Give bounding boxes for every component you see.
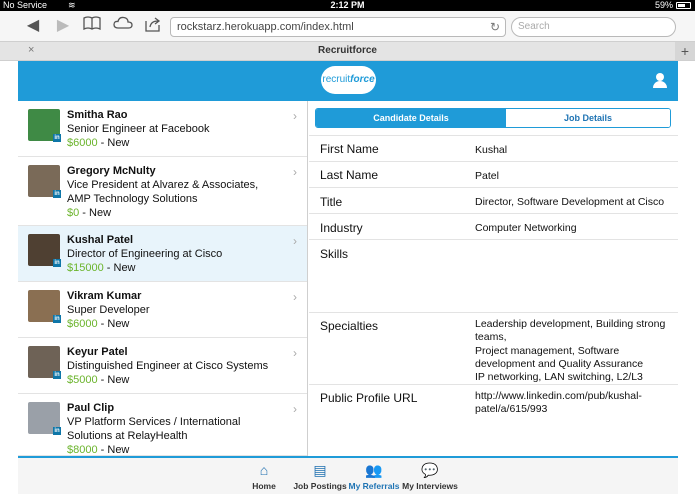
details-pane bbox=[309, 101, 678, 456]
logo-suffix: force bbox=[350, 74, 375, 85]
detail-value bbox=[475, 318, 670, 384]
linkedin-icon: in bbox=[54, 428, 60, 434]
referral-amount: $0 bbox=[67, 207, 80, 219]
chevron-right-icon: › bbox=[293, 290, 297, 304]
detail-row bbox=[309, 213, 678, 239]
tab-label: My Referrals bbox=[348, 481, 400, 491]
detail-value-line: IP networking, LAN switching, L2/L3 bbox=[475, 371, 643, 384]
status-bar bbox=[0, 0, 695, 11]
bookmarks-icon[interactable] bbox=[82, 16, 102, 36]
battery-percent: 59% bbox=[654, 0, 673, 10]
candidate-row[interactable] bbox=[18, 101, 308, 157]
battery-icon bbox=[676, 2, 691, 9]
user-icon[interactable] bbox=[653, 73, 667, 89]
candidate-status bbox=[67, 374, 129, 386]
candidate-title: Vice President at Alvarez & Associates, AMP Technology Solutions bbox=[67, 179, 259, 205]
icloud-tabs-icon[interactable] bbox=[112, 16, 134, 36]
recruitforce-logo bbox=[321, 66, 376, 94]
reload-icon[interactable]: ↻ bbox=[489, 20, 500, 34]
candidate-status bbox=[67, 207, 111, 219]
bottom-tab-bar bbox=[18, 456, 678, 494]
candidate-title: Distinguished Engineer at Cisco Systems bbox=[67, 360, 269, 372]
detail-value-line: http://www.linkedin.com/pub/kushal-patel/a/615/993 bbox=[475, 390, 642, 416]
address-text: rockstarz.herokuapp.com/index.html bbox=[177, 21, 354, 33]
app-header bbox=[18, 61, 678, 101]
candidate-name: Keyur Patel bbox=[67, 346, 128, 358]
candidate-title: Director of Engineering at Cisco bbox=[67, 248, 223, 260]
detail-label: Specialties bbox=[320, 319, 379, 333]
carrier-label: No Service bbox=[3, 0, 48, 10]
candidate-row[interactable] bbox=[18, 157, 308, 226]
status-label: - New bbox=[79, 207, 112, 219]
detail-value bbox=[475, 196, 670, 209]
detail-row bbox=[309, 161, 678, 187]
chevron-right-icon: › bbox=[293, 234, 297, 248]
search-field[interactable]: Search bbox=[511, 17, 676, 37]
detail-value bbox=[475, 222, 670, 235]
tab-label: My Interviews bbox=[402, 481, 458, 491]
detail-row bbox=[309, 384, 678, 456]
logo-prefix: recruit bbox=[322, 74, 351, 85]
status-label: - New bbox=[97, 444, 130, 456]
candidate-status bbox=[67, 318, 129, 330]
detail-label: Title bbox=[320, 195, 343, 209]
detail-value-line: Patel bbox=[475, 170, 499, 182]
linkedin-icon: in bbox=[54, 191, 60, 197]
candidate-title: Super Developer bbox=[67, 304, 150, 316]
linkedin-icon: in bbox=[54, 260, 60, 266]
detail-value-line: Kushal bbox=[475, 144, 508, 156]
share-icon[interactable] bbox=[143, 16, 163, 36]
linkedin-icon: in bbox=[54, 372, 60, 378]
status-label: - New bbox=[97, 374, 130, 386]
detail-value-line: Director, Software Development at Cisco bbox=[475, 196, 665, 208]
status-label: - New bbox=[97, 137, 130, 149]
referral-amount: $6000 bbox=[67, 137, 98, 149]
wifi-icon: ≋ bbox=[68, 0, 76, 10]
forward-icon[interactable]: ▶ bbox=[56, 17, 70, 34]
chevron-right-icon: › bbox=[293, 165, 297, 179]
tab-title[interactable]: Recruitforce bbox=[318, 45, 377, 56]
candidate-row[interactable] bbox=[18, 226, 308, 282]
linkedin-icon: in bbox=[54, 135, 60, 141]
referral-amount: $8000 bbox=[67, 444, 98, 456]
detail-label: Skills bbox=[320, 247, 349, 261]
tab-label: Home bbox=[252, 481, 276, 491]
referral-amount: $6000 bbox=[67, 318, 98, 330]
tab-job-details[interactable]: Job Details bbox=[506, 109, 670, 127]
detail-value-line: Computer Networking bbox=[475, 222, 577, 234]
details-segmented-control bbox=[315, 108, 671, 128]
detail-label: First Name bbox=[320, 142, 379, 156]
home-icon: ⌂ bbox=[259, 462, 269, 478]
referral-amount: $15000 bbox=[67, 262, 104, 274]
linkedin-icon: in bbox=[54, 316, 60, 322]
back-icon[interactable]: ◀ bbox=[26, 17, 40, 34]
clock: 2:12 PM bbox=[330, 0, 365, 10]
candidate-name: Gregory McNulty bbox=[67, 165, 156, 177]
chevron-right-icon: › bbox=[293, 346, 297, 360]
detail-value-line: Project management, Software development and Quality Assurance bbox=[475, 344, 644, 370]
candidate-status bbox=[67, 262, 136, 274]
candidate-name: Vikram Kumar bbox=[67, 290, 142, 302]
candidate-name: Smitha Rao bbox=[67, 109, 128, 121]
candidate-title: VP Platform Services / International Solutions at RelayHealth bbox=[67, 416, 241, 442]
detail-row bbox=[309, 135, 678, 161]
detail-value-line: Leadership development, Building strong teams, bbox=[475, 318, 666, 344]
candidate-title: Senior Engineer at Facebook bbox=[67, 123, 210, 135]
tab-label: Job Postings bbox=[293, 481, 347, 491]
chevron-right-icon: › bbox=[293, 402, 297, 416]
job-postings-icon: ▤ bbox=[313, 462, 327, 478]
tab-close-icon[interactable]: × bbox=[28, 44, 35, 56]
detail-value bbox=[475, 144, 670, 157]
candidate-name: Paul Clip bbox=[67, 402, 115, 414]
detail-label: Last Name bbox=[320, 168, 379, 182]
referrals-icon: 👥 bbox=[365, 462, 383, 478]
status-label: - New bbox=[103, 262, 136, 274]
status-label: - New bbox=[97, 318, 130, 330]
new-tab-button[interactable]: + bbox=[675, 42, 695, 60]
candidate-list bbox=[18, 101, 308, 456]
detail-label: Industry bbox=[320, 221, 363, 235]
chevron-right-icon: › bbox=[293, 109, 297, 123]
detail-label: Public Profile URL bbox=[320, 391, 418, 405]
detail-row bbox=[309, 239, 678, 312]
candidate-row[interactable] bbox=[18, 338, 308, 394]
detail-value bbox=[475, 390, 670, 417]
candidate-status bbox=[67, 444, 129, 456]
browser-toolbar bbox=[0, 11, 695, 41]
candidate-name: Kushal Patel bbox=[67, 234, 134, 246]
detail-value bbox=[475, 170, 670, 183]
browser-tab-bar bbox=[0, 41, 695, 61]
tab-my-interviews[interactable] bbox=[396, 462, 464, 491]
tab-candidate-details[interactable]: Candidate Details bbox=[316, 109, 506, 127]
address-bar[interactable] bbox=[170, 17, 506, 37]
candidate-row[interactable] bbox=[18, 394, 308, 456]
detail-row bbox=[309, 187, 678, 213]
candidate-row[interactable] bbox=[18, 282, 308, 338]
interviews-icon: 💬 bbox=[421, 462, 439, 478]
detail-row bbox=[309, 312, 678, 384]
referral-amount: $5000 bbox=[67, 374, 98, 386]
candidate-status bbox=[67, 137, 129, 149]
